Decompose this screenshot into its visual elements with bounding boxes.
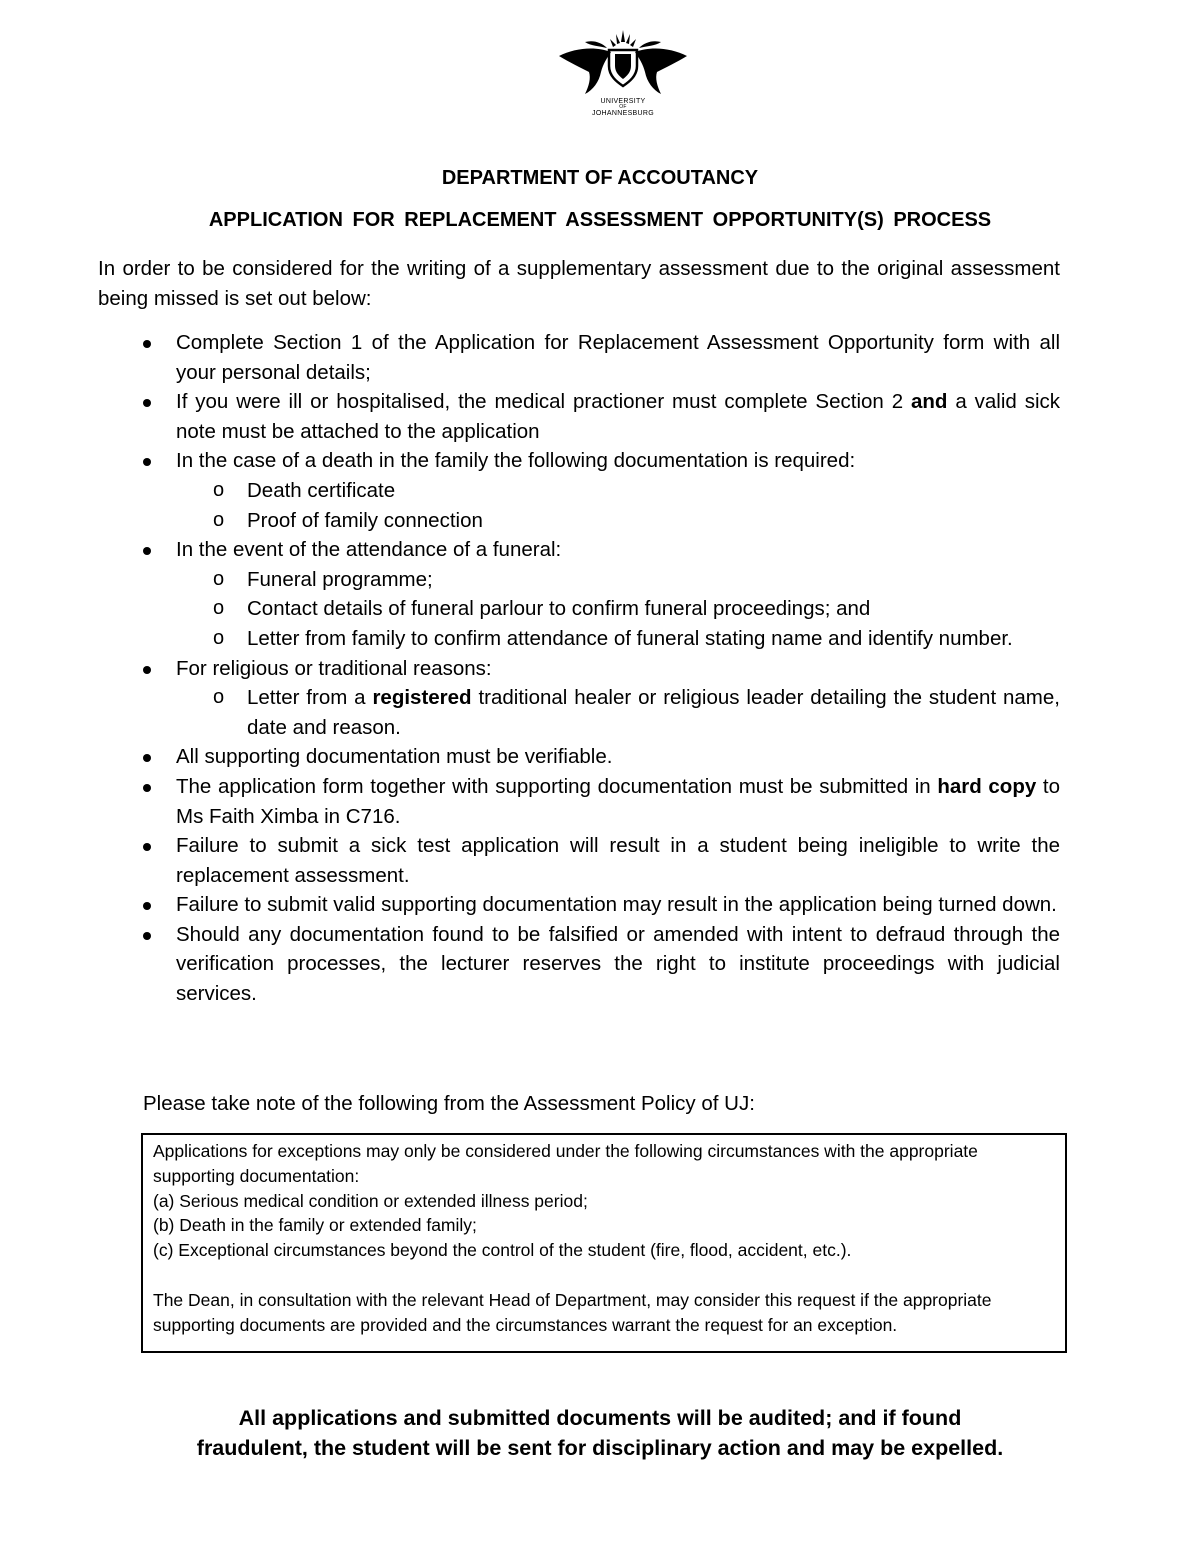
item-text: All supporting documentation must be verifiable. (176, 745, 613, 769)
document-title: APPLICATION FOR REPLACEMENT ASSESSMENT OPPORTUNITY(S) PROCESS (208, 209, 992, 231)
bullet-icon (143, 666, 151, 674)
bullet-icon (143, 547, 151, 555)
sub-item-text: traditional healer or religious leader detailing the student name, date and reason. (247, 686, 1060, 739)
item-text: Failure to submit a sick test application will result in a student being ineligible to write the replacement assessment. (176, 834, 1060, 887)
sub-item-text: Letter from family to confirm attendance of funeral stating name and identify number. (247, 626, 1013, 650)
policy-dean-text: The Dean, in consultation with the relevant Head of Department, may consider this request if the appropriate supporting documents are provided and the circumstances warrant the request for an exception. (153, 1289, 992, 1335)
bullet-icon (143, 458, 151, 466)
list-item (98, 654, 1060, 743)
sub-item-text: Death certificate (247, 478, 396, 502)
list-item (98, 328, 1060, 387)
sub-item-text: Proof of family connection (247, 508, 483, 532)
item-text: to Ms Faith Ximba in C716. (176, 774, 1061, 828)
list-item (98, 920, 1060, 1009)
bullet-icon (143, 784, 151, 792)
spacer (153, 1263, 1059, 1288)
list-item (98, 535, 1060, 653)
circle-bullet-icon: o (213, 567, 225, 590)
uj-emblem-icon (555, 28, 691, 96)
logo-line-of: OF (619, 104, 627, 110)
bullet-icon (143, 843, 151, 851)
policy-excerpt-box (141, 1133, 1067, 1353)
policy-item-c: (c) Exceptional circumstances beyond the control of the student (fire, flood, accident, etc.). (153, 1240, 852, 1261)
item-text: For religious or traditional reasons: (176, 656, 492, 680)
circle-bullet-icon: o (213, 597, 225, 620)
circle-bullet-icon: o (213, 626, 225, 649)
policy-intro: Please take note of the following from the Assessment Policy of UJ: (143, 1092, 755, 1115)
sub-list (176, 683, 1060, 742)
sub-list-item (176, 683, 1060, 742)
sub-list (176, 565, 1060, 654)
intro-paragraph: In order to be considered for the writing of a supplementary assessment due to the original assessment being missed is set out below: (98, 257, 1060, 310)
circle-bullet-icon: o (213, 686, 225, 709)
sub-list-item (176, 476, 1060, 506)
sub-item-text-bold: registered (372, 686, 472, 710)
item-text: Complete Section 1 of the Application for Replacement Assessment Opportunity form with all your personal details; (176, 331, 1060, 384)
policy-item-b: (b) Death in the family or extended family; (153, 1215, 477, 1236)
university-logo (555, 28, 691, 132)
list-item (98, 890, 1060, 920)
sub-list (176, 476, 1060, 535)
item-text-bold: and (911, 390, 948, 414)
closing-warning (0, 1403, 1200, 1463)
item-text: The application form together with supporting documentation must be submitted in (176, 774, 938, 798)
sub-list-item (176, 565, 1060, 595)
item-text: If you were ill or hospitalised, the medical practioner must complete Section 2 (176, 390, 911, 414)
list-item (98, 387, 1060, 446)
requirements-list (98, 328, 1060, 1009)
logo-wordmark (555, 98, 691, 117)
sub-item-text: Letter from a (247, 686, 373, 710)
closing-line-2: fraudulent, the student will be sent for disciplinary action and may be expelled. (196, 1436, 1004, 1460)
bullet-icon (143, 399, 151, 407)
item-text: Should any documentation found to be falsified or amended with intent to defraud through the verification processes, the lecturer reserves the right to institute proceedings with judicial services. (176, 922, 1060, 1006)
list-item (98, 831, 1060, 890)
list-item (98, 742, 1060, 772)
sub-item-text: Funeral programme; (247, 567, 433, 591)
circle-bullet-icon: o (213, 508, 225, 531)
item-text: In the event of the attendance of a funeral: (176, 538, 562, 562)
sub-list-item (176, 506, 1060, 536)
policy-item-a: (a) Serious medical condition or extended illness period; (153, 1190, 588, 1211)
bullet-icon (143, 340, 151, 348)
sub-list-item (176, 594, 1060, 624)
logo-line-university: UNIVERSITY (600, 98, 646, 105)
bullet-icon (143, 902, 151, 910)
bullet-icon (143, 932, 151, 940)
list-item (98, 446, 1060, 535)
department-heading: DEPARTMENT OF ACCOUTANCY (441, 167, 759, 189)
list-item (98, 772, 1060, 831)
policy-text: Applications for exceptions may only be considered under the following circumstances with the appropriate supporting documentation: (153, 1141, 978, 1186)
item-text: In the case of a death in the family the following documentation is required: (176, 449, 856, 473)
sub-item-text: Contact details of funeral parlour to confirm funeral proceedings; and (247, 597, 871, 621)
item-text: a valid sick note must be attached to the application (176, 390, 1060, 443)
item-text-bold: hard copy (937, 774, 1037, 798)
closing-line-1: All applications and submitted documents will be audited; and if found (238, 1406, 962, 1430)
sub-list-item (176, 624, 1060, 654)
circle-bullet-icon: o (213, 478, 225, 501)
logo-line-johannesburg: JOHANNESBURG (592, 110, 654, 117)
item-text: Failure to submit valid supporting documentation may result in the application being turned down. (176, 893, 1057, 917)
bullet-icon (143, 754, 151, 762)
